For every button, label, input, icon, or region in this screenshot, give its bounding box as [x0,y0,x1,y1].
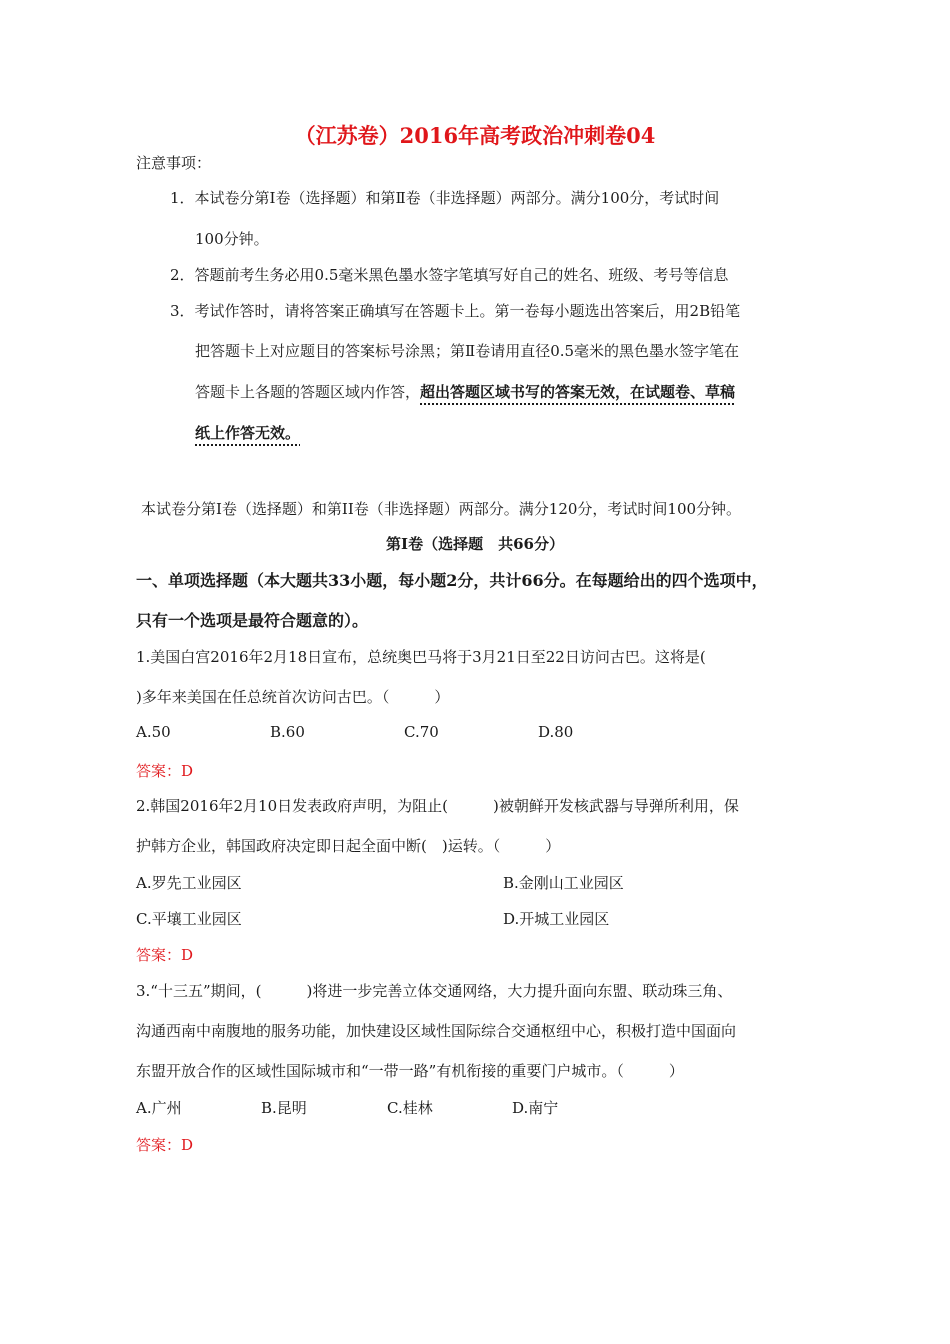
question-1-option-c: C.70 [404,723,439,741]
question-1-option-b: B.60 [270,723,305,741]
question-3-option-c: C.桂林 [387,1099,433,1117]
notice-emphasis-text-end: 纸上作答无效。 [195,424,301,442]
notice-item-1: 1．本试卷分第Ⅰ卷（选择题）和第Ⅱ卷（非选择题）两部分。满分100分，考试时间 [170,189,720,207]
question-3-text-line-3: 东盟开放合作的区域性国际城市和“一带一路”有机衔接的重要门户城市。（ ） [136,1062,684,1080]
question-2-option-c: C.平壤工业园区 [136,910,242,928]
document-title: （江苏卷）2016年高考政治冲刺卷04 [294,123,656,148]
notice-item-1-continued: 100分钟。 [195,230,269,248]
question-1-option-a: A.50 [136,723,171,741]
question-1-option-d: D.80 [538,723,574,741]
question-1-answer: 答案：D [136,762,194,780]
notice-item-3: 3．考试作答时，请将答案正确填写在答题卡上。第一卷每小题选出答案后，用2B铅笔 [170,302,741,320]
section-title: 第I卷（选择题 共66分） [386,535,564,553]
question-3-option-d: D.南宁 [512,1099,559,1117]
question-2-option-b: B.金刚山工业园区 [503,874,624,892]
question-3-option-b: B.昆明 [261,1099,307,1117]
exam-intro: 本试卷分第I卷（选择题）和第II卷（非选择题）两部分。满分120分，考试时间100分钟。 [141,500,742,518]
part-heading-continued: 只有一个选项是最符合题意的）。 [136,611,369,630]
question-2-answer: 答案：D [136,946,194,964]
notice-item-3-line-2: 把答题卡上对应题目的答案标号涂黑；第Ⅱ卷请用直径0.5毫米的黑色墨水签字笔在 [195,342,740,360]
question-3-option-a: A.广州 [136,1099,182,1117]
question-2-text: 2.韩国2016年2月10日发表政府声明，为阻止( )被朝鲜开发核武器与导弹所利用，保 [136,797,739,815]
question-3-text-line-2: 沟通西南中南腹地的服务功能，加快建设区域性国际综合交通枢纽中心，积极打造中国面向 [136,1022,737,1040]
question-2-option-a: A.罗先工业园区 [136,874,242,892]
question-3-answer: 答案：D [136,1136,194,1154]
question-3-text: 3.“十三五”期间，( )将进一步完善立体交通网络，大力提升面向东盟、联动珠三角、 [136,982,733,1000]
question-1-text-continued: )多年来美国在任总统首次访问古巴。（ ） [136,688,450,706]
notice-heading: 注意事项： [136,154,212,172]
notice-emphasis-text: 超出答题区域书写的答案无效，在试题卷、草稿 [420,383,736,401]
question-2-text-continued: 护韩方企业，韩国政府决定即日起全面中断( )运转。（ ） [136,837,561,855]
question-1-text: 1.美国白宫2016年2月18日宣布，总统奥巴马将于3月21日至22日访问古巴。这将是( [136,648,706,666]
notice-item-2: 2．答题前考生务必用0.5毫米黑色墨水签字笔填写好自己的姓名、班级、考号等信息 [170,266,729,284]
notice-plain-text: 答题卡上各题的答题区域内作答， [195,383,421,401]
part-heading: 一、单项选择题（本大题共33小题，每小题2分，共计66分。在每题给出的四个选项中， [136,571,768,590]
question-2-option-d: D.开城工业园区 [503,910,610,928]
notice-item-3-line-3 [195,381,735,402]
